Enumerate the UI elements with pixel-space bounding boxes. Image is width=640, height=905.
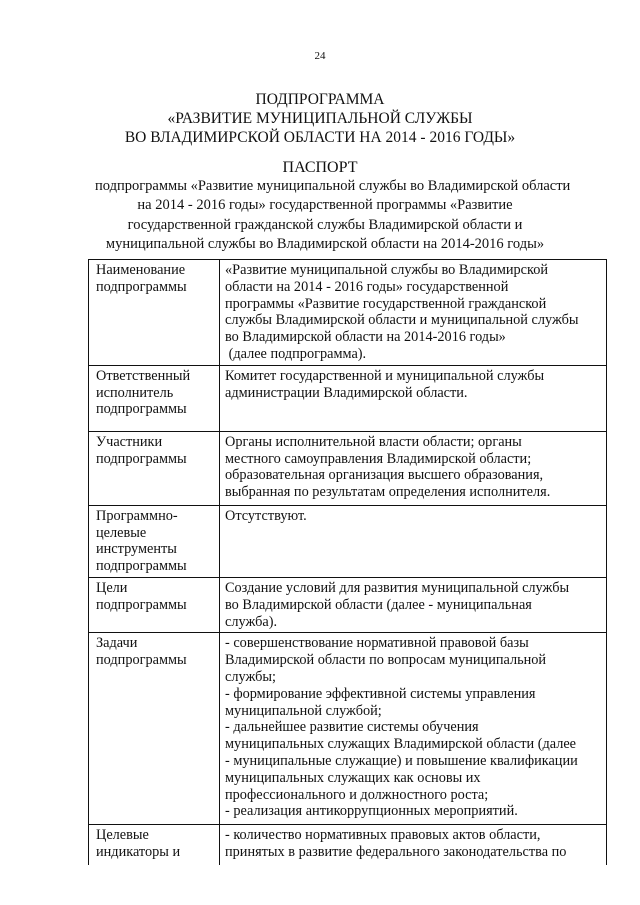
value-line: - совершенствование нормативной правовой базы	[225, 635, 529, 652]
row-value	[220, 825, 607, 866]
label-line: подпрограммы	[96, 596, 187, 613]
subtitle-line: муниципальной службы во Владимирской области на 2014-2016 годы»	[105, 235, 545, 252]
value-line: - формирование эффективной системы управления	[225, 685, 536, 702]
row-value	[220, 505, 607, 577]
row-value	[220, 431, 607, 505]
value-line: программы «Развитие государственной гражданской	[225, 295, 547, 312]
table-row	[89, 505, 607, 577]
row-label	[89, 825, 220, 866]
page-number: 24	[314, 50, 326, 62]
label-line: целевые	[96, 524, 147, 541]
row-value	[220, 577, 607, 632]
value-line: Создание условий для развития муниципальной службы	[225, 579, 570, 596]
label-line: подпрограммы	[96, 652, 187, 669]
label-line: подпрограммы	[96, 278, 187, 295]
row-label	[89, 431, 220, 505]
value-line: служба).	[225, 613, 278, 630]
label-line: Цели	[96, 579, 128, 596]
value-line: муниципальных служащих как основы их	[225, 769, 481, 786]
passport-subtitle	[95, 177, 571, 254]
value-line: области на 2014 - 2016 годы» государственной	[225, 278, 509, 295]
row-label	[89, 505, 220, 577]
label-line: Целевые	[96, 827, 149, 844]
title-line: ВО ВЛАДИМИРСКОЙ ОБЛАСТИ НА 2014 - 2016 ГОДЫ»	[124, 129, 516, 146]
value-line: - дальнейшее развитие системы обучения	[225, 719, 479, 736]
table-row	[89, 825, 607, 866]
label-line: Наименование	[96, 262, 186, 278]
subprogram-title	[60, 90, 580, 147]
value-line: Комитет государственной и муниципальной службы	[225, 367, 545, 384]
row-label	[89, 260, 220, 366]
value-line: принятых в развитие федерального законодательства по	[225, 844, 567, 861]
value-line: Владимирской области по вопросам муниципальной	[225, 652, 547, 669]
passport-heading: ПАСПОРТ	[282, 159, 358, 176]
value-line: профессионального и должностного роста;	[225, 786, 489, 803]
subtitle-line: подпрограммы «Развитие муниципальной службы во Владимирской области	[95, 178, 571, 194]
value-line: - муниципальные служащие) и повышение квалификации	[225, 752, 578, 769]
label-line: инструменты	[96, 541, 177, 558]
row-label	[89, 577, 220, 632]
table-row	[89, 633, 607, 825]
value-line: - реализация антикоррупционных мероприятий.	[225, 803, 518, 820]
row-label	[89, 633, 220, 825]
label-line: Задачи	[96, 635, 138, 652]
row-value	[220, 633, 607, 825]
value-line: местного самоуправления Владимирской области;	[225, 450, 532, 467]
subtitle-line: на 2014 - 2016 годы» государственной программы «Развитие	[137, 197, 513, 214]
table-row	[89, 431, 607, 505]
table-row	[89, 260, 607, 366]
row-label	[89, 365, 220, 431]
value-line: - количество нормативных правовых актов области,	[225, 827, 541, 844]
label-line: Ответственный	[96, 367, 191, 384]
table-row	[89, 577, 607, 632]
label-line: подпрограммы	[96, 558, 187, 575]
value-line: во Владимирской области (далее - муниципальная	[225, 596, 532, 613]
value-line: «Развитие муниципальной службы во Владимирской	[225, 262, 549, 278]
label-line: исполнитель	[96, 384, 174, 401]
label-line: подпрограммы	[96, 450, 187, 467]
label-line: Программно-	[96, 507, 178, 524]
value-line: службы Владимирской области и муниципальной службы	[225, 312, 579, 329]
passport-table	[88, 259, 607, 865]
value-line: выбранная по результатам определения исполнителя.	[225, 484, 551, 501]
value-line: образовательная организация высшего образования,	[225, 467, 544, 484]
table-row	[89, 365, 607, 431]
value-line: во Владимирской области на 2014-2016 годы»	[225, 329, 506, 346]
label-line: Участники	[96, 433, 163, 450]
subtitle-line: государственной гражданской службы Владимирской области и	[127, 216, 523, 233]
row-value	[220, 365, 607, 431]
value-line: муниципальной службой;	[225, 702, 382, 719]
title-line: ПОДПРОГРАММА	[255, 91, 385, 108]
title-line: «РАЗВИТИЕ МУНИЦИПАЛЬНОЙ СЛУЖБЫ	[167, 110, 473, 127]
value-line: службы;	[225, 668, 276, 685]
row-value	[220, 260, 607, 366]
value-line: Органы исполнительной власти области; органы	[225, 433, 522, 450]
value-line: муниципальных служащих Владимирской области (далее	[225, 736, 577, 753]
value-line: (далее подпрограмма).	[225, 345, 367, 362]
value-line: Отсутствуют.	[225, 507, 307, 524]
value-line: администрации Владимирской области.	[225, 384, 468, 401]
label-line: индикаторы и	[96, 844, 181, 861]
label-line: подпрограммы	[96, 401, 187, 418]
